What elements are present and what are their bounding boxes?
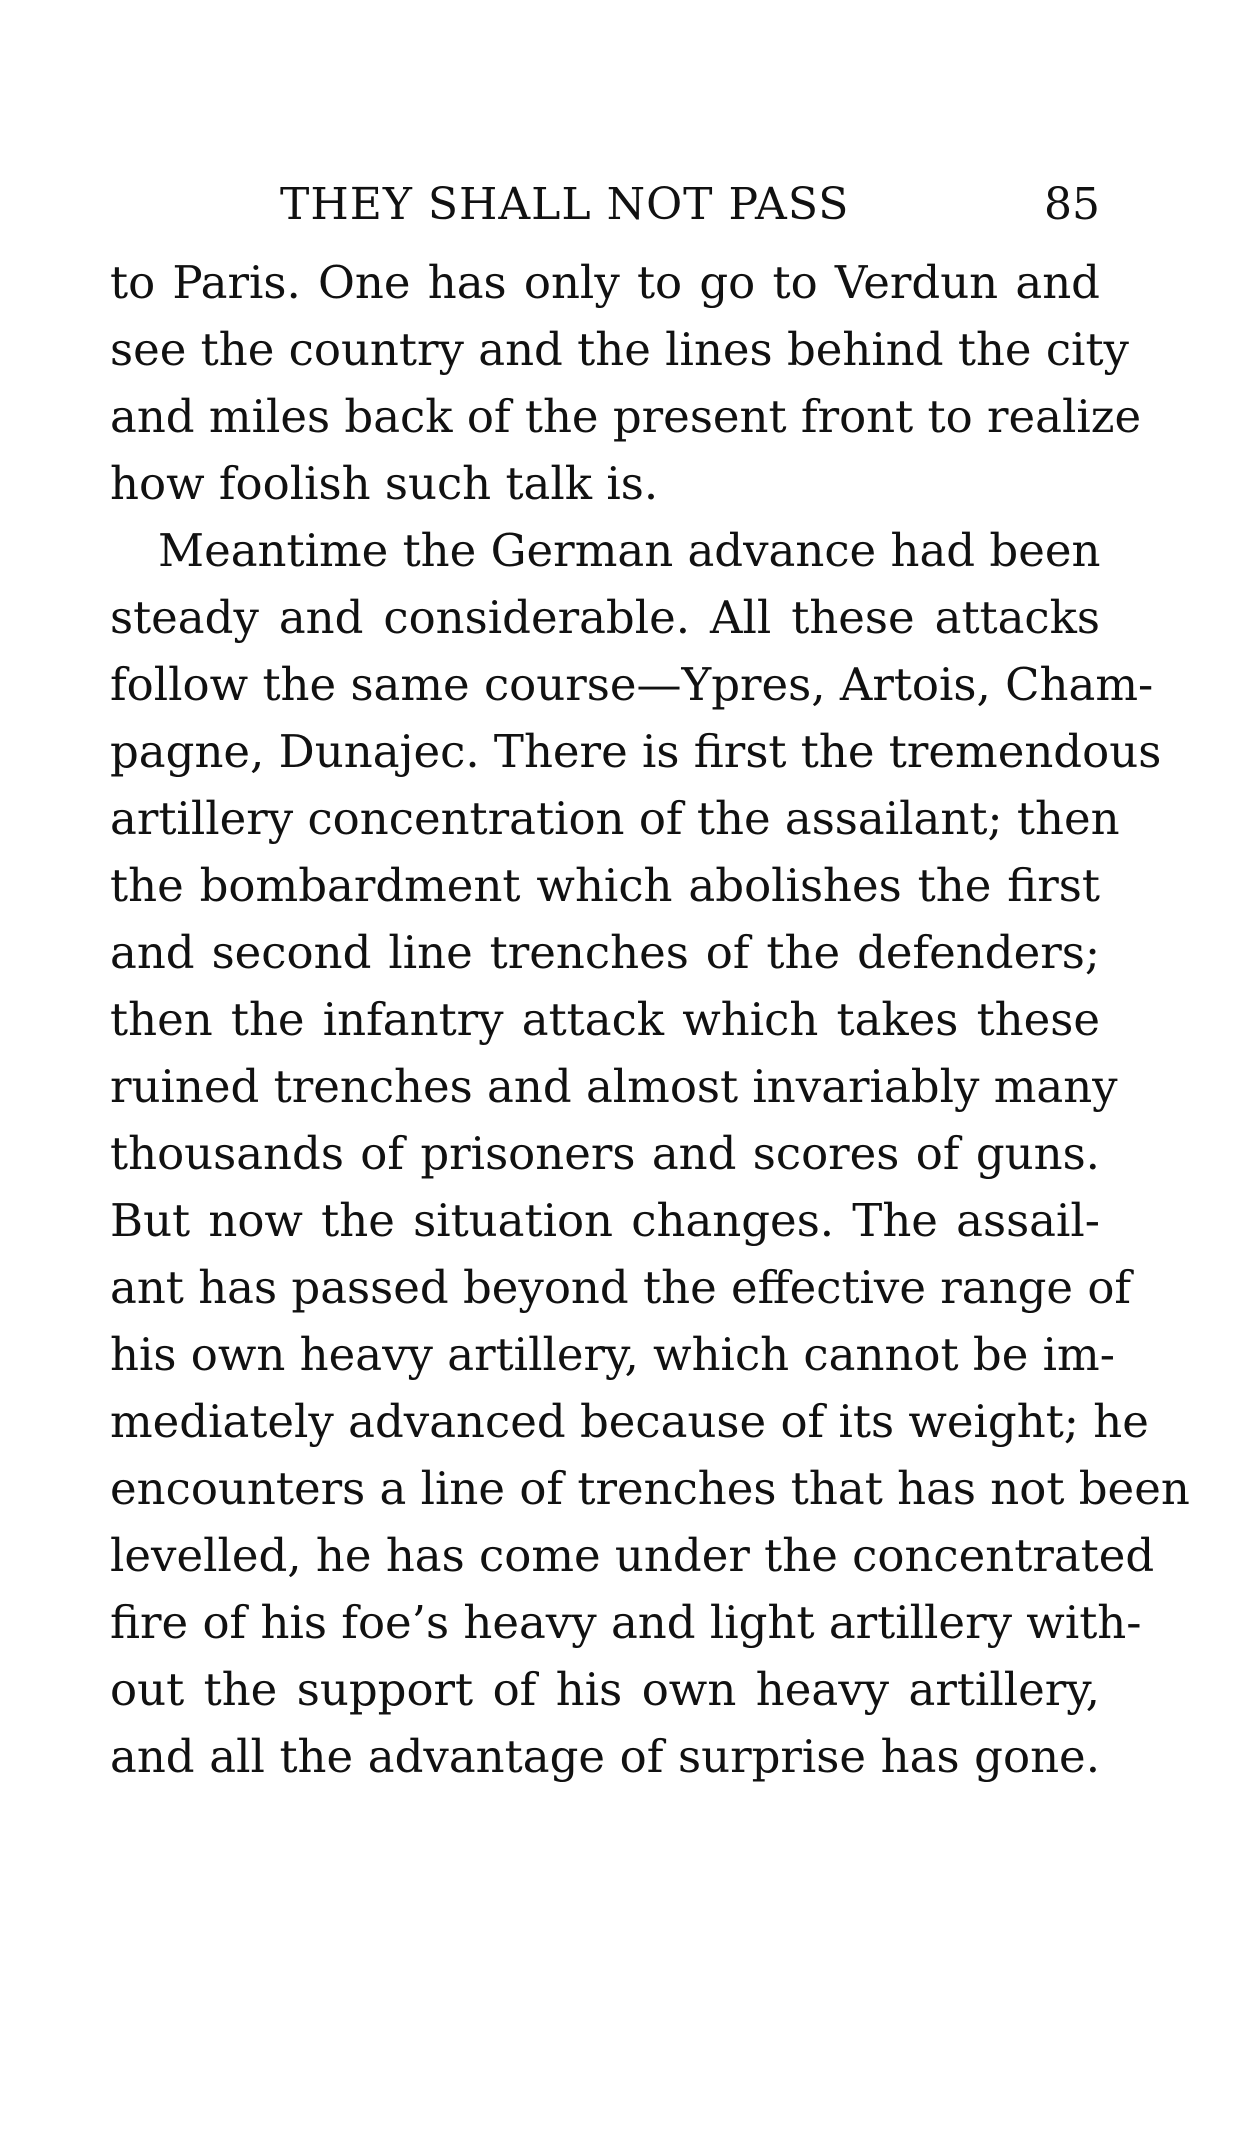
text-line: fire of his foe’s heavy and light artillery with- [110,1596,1142,1649]
text-line: ant has passed beyond the effective range of [110,1261,1132,1314]
text-line: and second line trenches of the defenders; [110,926,1100,979]
page-number: 85 [1044,179,1100,230]
text-line: his own heavy artillery, which cannot be im- [110,1328,1115,1381]
paragraph-1 [110,249,1142,517]
running-header [110,175,1100,235]
text-line: and all the advantage of surprise has gone. [110,1730,1100,1783]
text-line: ruined trenches and almost invariably many [110,1060,1118,1113]
text-line: the bombardment which abolishes the first [110,859,1100,912]
text-line: steady and considerable. All these attacks [110,591,1100,644]
text-line: out the support of his own heavy artillery, [110,1663,1100,1716]
text-line: Meantime the German advance had been [158,524,1101,577]
text-line: thousands of prisoners and scores of guns. [110,1127,1100,1180]
text-line: see the country and the lines behind the city [110,323,1129,376]
book-page [110,175,1190,1790]
text-line: follow the same course—Ypres, Artois, Cham- [110,658,1154,711]
text-line: and miles back of the present front to realize [110,390,1142,443]
running-title: THEY SHALL NOT PASS [280,179,850,230]
text-line: levelled, he has come under the concentrated [110,1529,1155,1582]
text-line: how foolish such talk is. [110,457,659,510]
text-line: encounters a line of trenches that has not been [110,1462,1190,1515]
text-line: to Paris. One has only to go to Verdun and [110,256,1100,309]
text-line: But now the situation changes. The assail- [110,1194,1100,1247]
text-line: mediately advanced because of its weight; he [110,1395,1149,1448]
text-line: then the infantry attack which takes these [110,993,1100,1046]
text-line: artillery concentration of the assailant; then [110,792,1120,845]
paragraph-2 [110,517,1190,1790]
text-line: pagne, Dunajec. There is first the tremendous [110,725,1162,778]
